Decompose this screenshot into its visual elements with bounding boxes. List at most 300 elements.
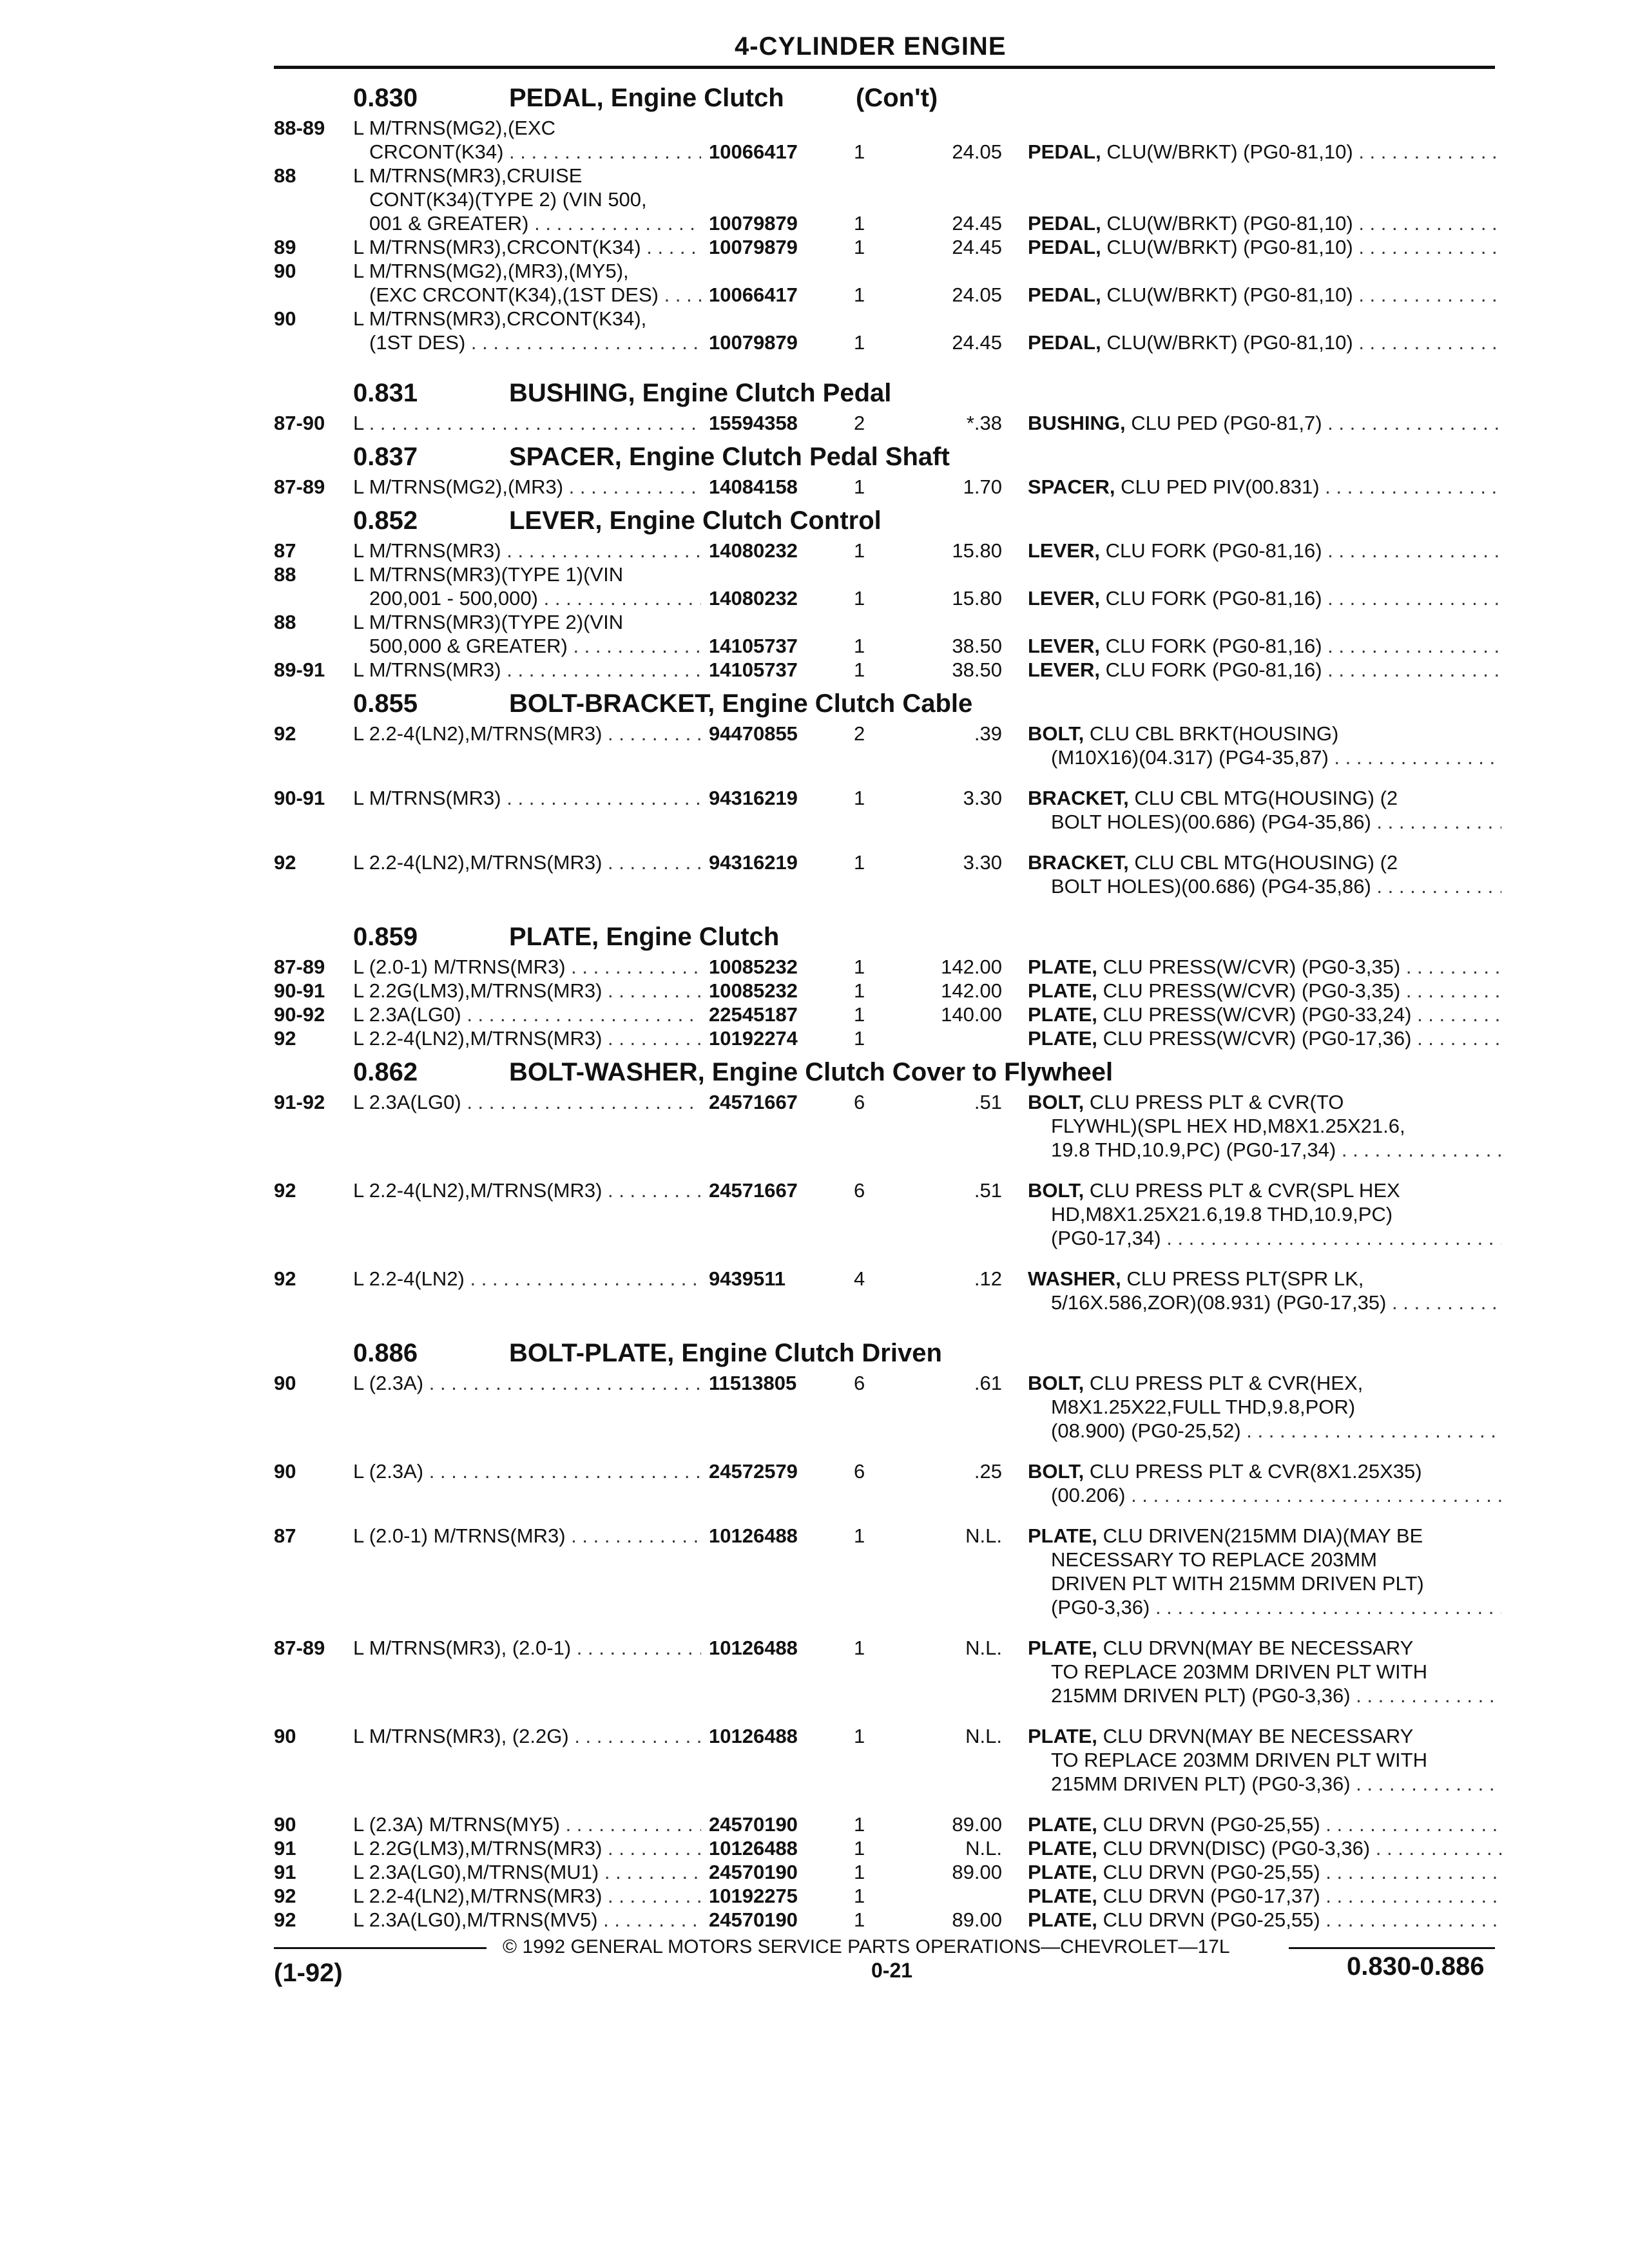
section-name: LEVER, Engine Clutch Control bbox=[509, 506, 882, 535]
table-row bbox=[0, 1724, 1629, 1796]
part-description-text: CLU PRESS PLT(SPR LK, bbox=[1126, 1267, 1364, 1290]
part-number: 10079879 bbox=[709, 236, 798, 258]
price: 142.00 bbox=[941, 956, 1002, 978]
table-row bbox=[0, 1178, 1629, 1250]
part-description-line bbox=[1028, 283, 1501, 307]
description-line: (EXC CRCONT(K34),(1ST DES) . . . bbox=[353, 283, 701, 307]
section-header bbox=[0, 1331, 1629, 1371]
section-number: 0.862 bbox=[353, 1058, 418, 1086]
description-line: L 2.2-4(LN2),M/TRNS(MR3) . . . bbox=[353, 1178, 701, 1202]
table-row bbox=[0, 1003, 1629, 1026]
row-year: 91 bbox=[274, 1861, 296, 1883]
row-description bbox=[353, 610, 701, 658]
description-line: L 2.2-4(LN2),M/TRNS(MR3) . . . bbox=[353, 722, 701, 745]
section-name: BOLT-WASHER, Engine Clutch Cover to Flywheel bbox=[509, 1058, 1113, 1086]
description-line: L M/TRNS(MR3) . . . bbox=[353, 539, 701, 562]
part-description-keyword: PLATE, bbox=[1028, 979, 1097, 1002]
row-description bbox=[353, 235, 701, 259]
table-row bbox=[0, 658, 1629, 682]
part-description-line: TO REPLACE 203MM DRIVEN PLT WITH bbox=[1051, 1660, 1427, 1683]
description-line: CRCONT(K34) . . . bbox=[353, 140, 701, 164]
quantity: 1 bbox=[854, 476, 865, 498]
price: *.38 bbox=[966, 412, 1002, 434]
part-description-text: CLU(W/BRKT) (PG0-81,10) bbox=[1106, 284, 1353, 306]
part-number: 10192274 bbox=[709, 1027, 798, 1050]
part-number: 10066417 bbox=[709, 284, 798, 306]
part-description-keyword: PLATE, bbox=[1028, 1837, 1097, 1860]
section-number: 0.855 bbox=[353, 689, 418, 718]
price: N.L. bbox=[965, 1837, 1002, 1860]
part-description bbox=[1028, 235, 1501, 259]
description-line: L 2.2G(LM3),M/TRNS(MR3) . . . bbox=[353, 979, 701, 1003]
price: 3.30 bbox=[963, 787, 1002, 809]
part-description-text: CLU DRVN (PG0-25,55) bbox=[1103, 1908, 1320, 1931]
table-row bbox=[0, 1836, 1629, 1860]
price: 89.00 bbox=[952, 1861, 1002, 1883]
part-description-line: 5/16X.586,ZOR)(08.931) (PG0-17,35) . . . bbox=[1028, 1291, 1501, 1314]
part-description-text: CLU FORK (PG0-81,16) bbox=[1105, 587, 1322, 610]
price: 89.00 bbox=[952, 1813, 1002, 1836]
row-year: 92 bbox=[274, 1885, 296, 1907]
row-year: 90-91 bbox=[274, 787, 325, 809]
part-description-text: CLU PED (PG0-81,7) bbox=[1131, 412, 1322, 434]
table-row bbox=[0, 1524, 1629, 1619]
part-description-line bbox=[1028, 1836, 1501, 1860]
description-line: 500,000 & GREATER) . . . bbox=[353, 634, 701, 658]
part-description-text: CLU PRESS PLT & CVR(TO bbox=[1089, 1091, 1344, 1113]
part-description-keyword: PEDAL, bbox=[1028, 331, 1101, 354]
section-header bbox=[0, 435, 1629, 475]
row-description bbox=[353, 1636, 701, 1707]
quantity: 1 bbox=[854, 284, 865, 306]
section-number: 0.852 bbox=[353, 506, 418, 535]
part-description bbox=[1028, 1836, 1501, 1860]
row-description bbox=[353, 1860, 701, 1884]
part-description-line bbox=[1028, 979, 1501, 1003]
row-description bbox=[353, 722, 701, 769]
part-description-keyword: PEDAL, bbox=[1028, 284, 1101, 306]
description-line: L (2.3A) . . . bbox=[353, 1459, 701, 1483]
part-description-line bbox=[1028, 1459, 1501, 1483]
row-year: 91-92 bbox=[274, 1091, 325, 1113]
part-description-line: (00.206) . . . bbox=[1028, 1483, 1501, 1507]
price: 24.45 bbox=[952, 212, 1002, 235]
part-description bbox=[1028, 140, 1501, 164]
part-description-text: CLU FORK (PG0-81,16) bbox=[1105, 658, 1322, 681]
part-description-keyword: BUSHING, bbox=[1028, 412, 1126, 434]
table-row bbox=[0, 850, 1629, 898]
description-line: L M/TRNS(MR3),CRUISE bbox=[353, 164, 583, 187]
part-description-keyword: PLATE, bbox=[1028, 1637, 1097, 1659]
part-description-text: CLU DRVN (PG0-25,55) bbox=[1103, 1813, 1320, 1836]
description-line: L M/TRNS(MG2),(EXC bbox=[353, 117, 556, 139]
part-description bbox=[1028, 475, 1501, 499]
part-description-keyword: LEVER, bbox=[1028, 587, 1100, 610]
description-line: L (2.3A) M/TRNS(MY5) . . . bbox=[353, 1812, 701, 1836]
price: 3.30 bbox=[963, 851, 1002, 874]
part-description-line: TO REPLACE 203MM DRIVEN PLT WITH bbox=[1051, 1749, 1427, 1771]
part-description-text: CLU(W/BRKT) (PG0-81,10) bbox=[1106, 236, 1353, 258]
table-row bbox=[0, 1459, 1629, 1507]
price: .12 bbox=[974, 1267, 1002, 1290]
row-year: 90 bbox=[274, 1460, 296, 1483]
section-header bbox=[0, 915, 1629, 955]
part-number: 10085232 bbox=[709, 956, 798, 978]
row-description bbox=[353, 1026, 701, 1050]
footer-revision: (1-92) bbox=[274, 1959, 343, 1987]
part-description bbox=[1028, 1090, 1501, 1162]
part-description-keyword: LEVER, bbox=[1028, 635, 1100, 657]
footer-rule-right bbox=[1289, 1947, 1495, 1949]
part-description-text: CLU PRESS PLT & CVR(HEX, bbox=[1089, 1372, 1364, 1394]
row-year: 92 bbox=[274, 722, 296, 745]
part-description-line: (08.900) (PG0-25,52) . . . bbox=[1028, 1419, 1501, 1443]
price: .39 bbox=[974, 722, 1002, 745]
part-description-line bbox=[1028, 955, 1501, 979]
table-row bbox=[0, 722, 1629, 769]
part-description-text: CLU DRVN(MAY BE NECESSARY bbox=[1103, 1725, 1414, 1747]
row-description bbox=[353, 116, 701, 164]
part-description-line bbox=[1028, 786, 1501, 810]
part-description-keyword: PLATE, bbox=[1028, 1524, 1097, 1547]
section-header bbox=[0, 1050, 1629, 1090]
description-line: L M/TRNS(MR3), (2.2G) . . . bbox=[353, 1724, 701, 1748]
row-year: 90 bbox=[274, 260, 296, 282]
part-description-text: CLU(W/BRKT) (PG0-81,10) bbox=[1106, 212, 1353, 235]
row-year: 92 bbox=[274, 1027, 296, 1050]
table-row bbox=[0, 1860, 1629, 1884]
quantity: 6 bbox=[854, 1372, 865, 1394]
part-description-text: CLU DRVN (PG0-17,37) bbox=[1103, 1885, 1320, 1907]
part-description-line bbox=[1028, 658, 1501, 682]
table-row bbox=[0, 1090, 1629, 1162]
row-description bbox=[353, 1178, 701, 1250]
quantity: 1 bbox=[854, 236, 865, 258]
quantity: 6 bbox=[854, 1179, 865, 1202]
part-description-line bbox=[1028, 1090, 1501, 1114]
part-description-keyword: WASHER, bbox=[1028, 1267, 1121, 1290]
part-description-line bbox=[1028, 1026, 1501, 1050]
quantity: 1 bbox=[854, 979, 865, 1002]
part-description-line bbox=[1028, 634, 1501, 658]
part-number: 24571667 bbox=[709, 1091, 798, 1113]
row-description bbox=[353, 1884, 701, 1908]
part-number: 14105737 bbox=[709, 635, 798, 657]
row-description bbox=[353, 850, 701, 898]
row-description bbox=[353, 1908, 701, 1932]
part-description bbox=[1028, 411, 1501, 435]
part-description-keyword: BOLT, bbox=[1028, 1091, 1084, 1113]
description-line: L 2.2-4(LN2) . . . bbox=[353, 1267, 701, 1291]
part-description bbox=[1028, 539, 1501, 562]
table-row bbox=[0, 539, 1629, 562]
price: 140.00 bbox=[941, 1003, 1002, 1026]
part-description-text: CLU PRESS(W/CVR) (PG0-3,35) bbox=[1103, 956, 1401, 978]
part-description-line: 215MM DRIVEN PLT) (PG0-3,36) . . . bbox=[1028, 1684, 1501, 1707]
part-description-keyword: BOLT, bbox=[1028, 1372, 1084, 1394]
footer-rule-left bbox=[274, 1947, 487, 1949]
part-description-line: BOLT HOLES)(00.686) (PG4-35,86) . . . bbox=[1028, 810, 1501, 834]
section-continued: (Con't) bbox=[856, 84, 938, 112]
part-number: 24570190 bbox=[709, 1813, 798, 1836]
quantity: 1 bbox=[854, 1027, 865, 1050]
price: 15.80 bbox=[952, 587, 1002, 610]
table-row bbox=[0, 116, 1629, 164]
description-line: L M/TRNS(MR3),CRCONT(K34) . . . bbox=[353, 235, 701, 259]
row-year: 92 bbox=[274, 1267, 296, 1290]
row-description bbox=[353, 1459, 701, 1507]
quantity: 1 bbox=[854, 539, 865, 562]
table-row bbox=[0, 1884, 1629, 1908]
part-description-text: CLU(W/BRKT) (PG0-81,10) bbox=[1106, 331, 1353, 354]
part-number: 14105737 bbox=[709, 658, 798, 681]
part-description-keyword: PLATE, bbox=[1028, 1861, 1097, 1883]
price: N.L. bbox=[965, 1524, 1002, 1547]
row-description bbox=[353, 411, 701, 435]
section-name: SPACER, Engine Clutch Pedal Shaft bbox=[509, 443, 950, 471]
part-description-line: 215MM DRIVEN PLT) (PG0-3,36) . . . bbox=[1028, 1772, 1501, 1796]
part-description-keyword: BOLT, bbox=[1028, 1460, 1084, 1483]
footer-page-number: 0-21 bbox=[871, 1959, 913, 1982]
section-name: PEDAL, Engine Clutch bbox=[509, 84, 784, 112]
part-description-line: M8X1.25X22,FULL THD,9.8,POR) bbox=[1051, 1396, 1356, 1418]
row-year: 87 bbox=[274, 1524, 296, 1547]
part-description bbox=[1028, 634, 1501, 658]
quantity: 1 bbox=[854, 1837, 865, 1860]
part-number: 10079879 bbox=[709, 212, 798, 235]
part-description-line bbox=[1028, 722, 1501, 745]
description-line: CONT(K34)(TYPE 2) (VIN 500, bbox=[369, 188, 647, 211]
section-name: BOLT-BRACKET, Engine Clutch Cable bbox=[509, 689, 973, 718]
part-description bbox=[1028, 1371, 1501, 1443]
price: 38.50 bbox=[952, 635, 1002, 657]
row-year: 88 bbox=[274, 164, 296, 187]
table-row bbox=[0, 979, 1629, 1003]
part-description-line bbox=[1028, 331, 1501, 354]
part-number: 14080232 bbox=[709, 587, 798, 610]
part-number: 10126488 bbox=[709, 1725, 798, 1747]
quantity: 2 bbox=[854, 722, 865, 745]
description-line: L M/TRNS(MR3)(TYPE 1)(VIN bbox=[353, 563, 624, 586]
quantity: 1 bbox=[854, 1725, 865, 1747]
part-description bbox=[1028, 786, 1501, 834]
part-number: 22545187 bbox=[709, 1003, 798, 1026]
part-description-line: HD,M8X1.25X21.6,19.8 THD,10.9,PC) bbox=[1051, 1203, 1393, 1225]
quantity: 4 bbox=[854, 1267, 865, 1290]
row-year: 89-91 bbox=[274, 658, 325, 681]
part-description-keyword: PEDAL, bbox=[1028, 212, 1101, 235]
part-description bbox=[1028, 283, 1501, 307]
part-description-line: DRIVEN PLT WITH 215MM DRIVEN PLT) bbox=[1051, 1572, 1424, 1595]
quantity: 1 bbox=[854, 787, 865, 809]
price: 24.05 bbox=[952, 284, 1002, 306]
row-year: 90-92 bbox=[274, 1003, 325, 1026]
quantity: 6 bbox=[854, 1091, 865, 1113]
price: .51 bbox=[974, 1179, 1002, 1202]
description-line: L 2.3A(LG0),M/TRNS(MU1) . . . bbox=[353, 1860, 701, 1884]
table-row bbox=[0, 1908, 1629, 1932]
row-year: 88 bbox=[274, 563, 296, 586]
table-row bbox=[0, 955, 1629, 979]
part-number: 10126488 bbox=[709, 1524, 798, 1547]
row-year: 92 bbox=[274, 1908, 296, 1931]
part-description-line bbox=[1028, 1636, 1501, 1660]
price: 38.50 bbox=[952, 658, 1002, 681]
part-description-line bbox=[1028, 235, 1501, 259]
description-line: 001 & GREATER) . . . bbox=[353, 211, 701, 235]
part-description-line bbox=[1028, 411, 1501, 435]
part-description bbox=[1028, 1884, 1501, 1908]
price: 1.70 bbox=[963, 476, 1002, 498]
part-description bbox=[1028, 658, 1501, 682]
part-description-text: CLU CBL MTG(HOUSING) (2 bbox=[1134, 787, 1398, 809]
description-line: L 2.2G(LM3),M/TRNS(MR3) . . . bbox=[353, 1836, 701, 1860]
part-number: 94316219 bbox=[709, 787, 798, 809]
part-description-keyword: PLATE, bbox=[1028, 1027, 1097, 1050]
part-description bbox=[1028, 1724, 1501, 1796]
part-description-keyword: SPACER, bbox=[1028, 476, 1115, 498]
description-line: 200,001 - 500,000) . . . bbox=[353, 586, 701, 610]
row-year: 90 bbox=[274, 1372, 296, 1394]
part-description-line bbox=[1028, 1884, 1501, 1908]
quantity: 1 bbox=[854, 212, 865, 235]
quantity: 1 bbox=[854, 956, 865, 978]
quantity: 1 bbox=[854, 1885, 865, 1907]
part-number: 14080232 bbox=[709, 539, 798, 562]
description-line: L M/TRNS(MR3) . . . bbox=[353, 786, 701, 810]
part-number: 94470855 bbox=[709, 722, 798, 745]
row-year: 87-90 bbox=[274, 412, 325, 434]
quantity: 1 bbox=[854, 635, 865, 657]
part-description bbox=[1028, 1267, 1501, 1314]
part-description-line: (PG0-3,36) . . . bbox=[1028, 1595, 1501, 1619]
part-description-line bbox=[1028, 1812, 1501, 1836]
part-description-keyword: PLATE, bbox=[1028, 1725, 1097, 1747]
quantity: 1 bbox=[854, 331, 865, 354]
quantity: 1 bbox=[854, 1813, 865, 1836]
part-description-line bbox=[1028, 140, 1501, 164]
quantity: 1 bbox=[854, 851, 865, 874]
price: .25 bbox=[974, 1460, 1002, 1483]
quantity: 1 bbox=[854, 1637, 865, 1659]
description-line: L M/TRNS(MR3)(TYPE 2)(VIN bbox=[353, 611, 624, 633]
section-header bbox=[0, 499, 1629, 539]
row-year: 90 bbox=[274, 1813, 296, 1836]
part-description-keyword: BOLT, bbox=[1028, 722, 1084, 745]
row-description bbox=[353, 1371, 701, 1443]
section-number: 0.886 bbox=[353, 1339, 418, 1367]
part-description bbox=[1028, 1860, 1501, 1884]
quantity: 1 bbox=[854, 1908, 865, 1931]
part-description-text: CLU PED PIV(00.831) bbox=[1121, 476, 1320, 498]
part-description-line bbox=[1028, 1003, 1501, 1026]
description-line: L 2.2-4(LN2),M/TRNS(MR3) . . . bbox=[353, 1026, 701, 1050]
part-description-keyword: LEVER, bbox=[1028, 539, 1100, 562]
description-line: L 2.2-4(LN2),M/TRNS(MR3) . . . bbox=[353, 850, 701, 874]
table-row bbox=[0, 475, 1629, 499]
part-description bbox=[1028, 586, 1501, 610]
part-description-line bbox=[1028, 1860, 1501, 1884]
row-description bbox=[353, 658, 701, 682]
part-description-line: 19.8 THD,10.9,PC) (PG0-17,34) . . . bbox=[1028, 1138, 1501, 1162]
part-number: 10079879 bbox=[709, 331, 798, 354]
description-line: L M/TRNS(MR3),CRCONT(K34), bbox=[353, 307, 647, 330]
part-number: 94316219 bbox=[709, 851, 798, 874]
part-description-text: CLU FORK (PG0-81,16) bbox=[1105, 635, 1322, 657]
quantity: 1 bbox=[854, 1524, 865, 1547]
part-description bbox=[1028, 850, 1501, 898]
part-description-keyword: PLATE, bbox=[1028, 1813, 1097, 1836]
table-row bbox=[0, 1026, 1629, 1050]
row-year: 92 bbox=[274, 851, 296, 874]
description-line: L 2.3A(LG0) . . . bbox=[353, 1090, 701, 1114]
part-description-keyword: BRACKET, bbox=[1028, 787, 1129, 809]
part-description-line: NECESSARY TO REPLACE 203MM bbox=[1051, 1548, 1377, 1571]
row-description bbox=[353, 979, 701, 1003]
table-row bbox=[0, 1371, 1629, 1443]
row-description bbox=[353, 475, 701, 499]
price: 89.00 bbox=[952, 1908, 1002, 1931]
part-description-line bbox=[1028, 1267, 1501, 1291]
part-description-line bbox=[1028, 850, 1501, 874]
table-row bbox=[0, 411, 1629, 435]
part-description-text: CLU PRESS PLT & CVR(8X1.25X35) bbox=[1089, 1460, 1422, 1483]
part-description-text: CLU DRVN (PG0-25,55) bbox=[1103, 1861, 1320, 1883]
price: N.L. bbox=[965, 1725, 1002, 1747]
part-description-text: CLU CBL MTG(HOUSING) (2 bbox=[1134, 851, 1398, 874]
section-name: BUSHING, Engine Clutch Pedal bbox=[509, 379, 892, 407]
table-row bbox=[0, 1636, 1629, 1707]
part-number: 9439511 bbox=[709, 1267, 786, 1290]
section-name: PLATE, Engine Clutch bbox=[509, 923, 780, 951]
part-description-line bbox=[1028, 1724, 1501, 1748]
table-row bbox=[0, 786, 1629, 834]
part-description bbox=[1028, 1026, 1501, 1050]
row-year: 90 bbox=[274, 1725, 296, 1747]
row-year: 91 bbox=[274, 1837, 296, 1860]
description-line: (1ST DES) . . . bbox=[353, 331, 701, 354]
section-header bbox=[0, 682, 1629, 722]
section-number: 0.830 bbox=[353, 84, 418, 112]
part-description bbox=[1028, 1524, 1501, 1619]
row-description bbox=[353, 562, 701, 610]
quantity: 1 bbox=[854, 658, 865, 681]
footer-section-range: 0.830-0.886 bbox=[1347, 1952, 1485, 1981]
part-description bbox=[1028, 979, 1501, 1003]
row-description bbox=[353, 786, 701, 834]
part-description-keyword: BOLT, bbox=[1028, 1179, 1084, 1202]
part-description bbox=[1028, 955, 1501, 979]
quantity: 1 bbox=[854, 587, 865, 610]
part-description bbox=[1028, 211, 1501, 235]
table-row bbox=[0, 1812, 1629, 1836]
part-number: 24570190 bbox=[709, 1861, 798, 1883]
part-description-text: CLU PRESS PLT & CVR(SPL HEX bbox=[1089, 1179, 1400, 1202]
row-year: 87 bbox=[274, 539, 296, 562]
part-description-keyword: PEDAL, bbox=[1028, 236, 1101, 258]
part-description bbox=[1028, 1003, 1501, 1026]
part-description-text: CLU PRESS(W/CVR) (PG0-3,35) bbox=[1103, 979, 1401, 1002]
quantity: 1 bbox=[854, 140, 865, 163]
part-number: 10066417 bbox=[709, 140, 798, 163]
section-name: BOLT-PLATE, Engine Clutch Driven bbox=[509, 1339, 942, 1367]
description-line: L (2.0-1) M/TRNS(MR3) . . . bbox=[353, 955, 701, 979]
description-line: L . . . bbox=[353, 411, 701, 435]
part-number: 10085232 bbox=[709, 979, 798, 1002]
part-description-keyword: PLATE, bbox=[1028, 1908, 1097, 1931]
description-line: L M/TRNS(MR3), (2.0-1) . . . bbox=[353, 1636, 701, 1660]
part-description-line: FLYWHL)(SPL HEX HD,M8X1.25X21.6, bbox=[1051, 1115, 1405, 1137]
